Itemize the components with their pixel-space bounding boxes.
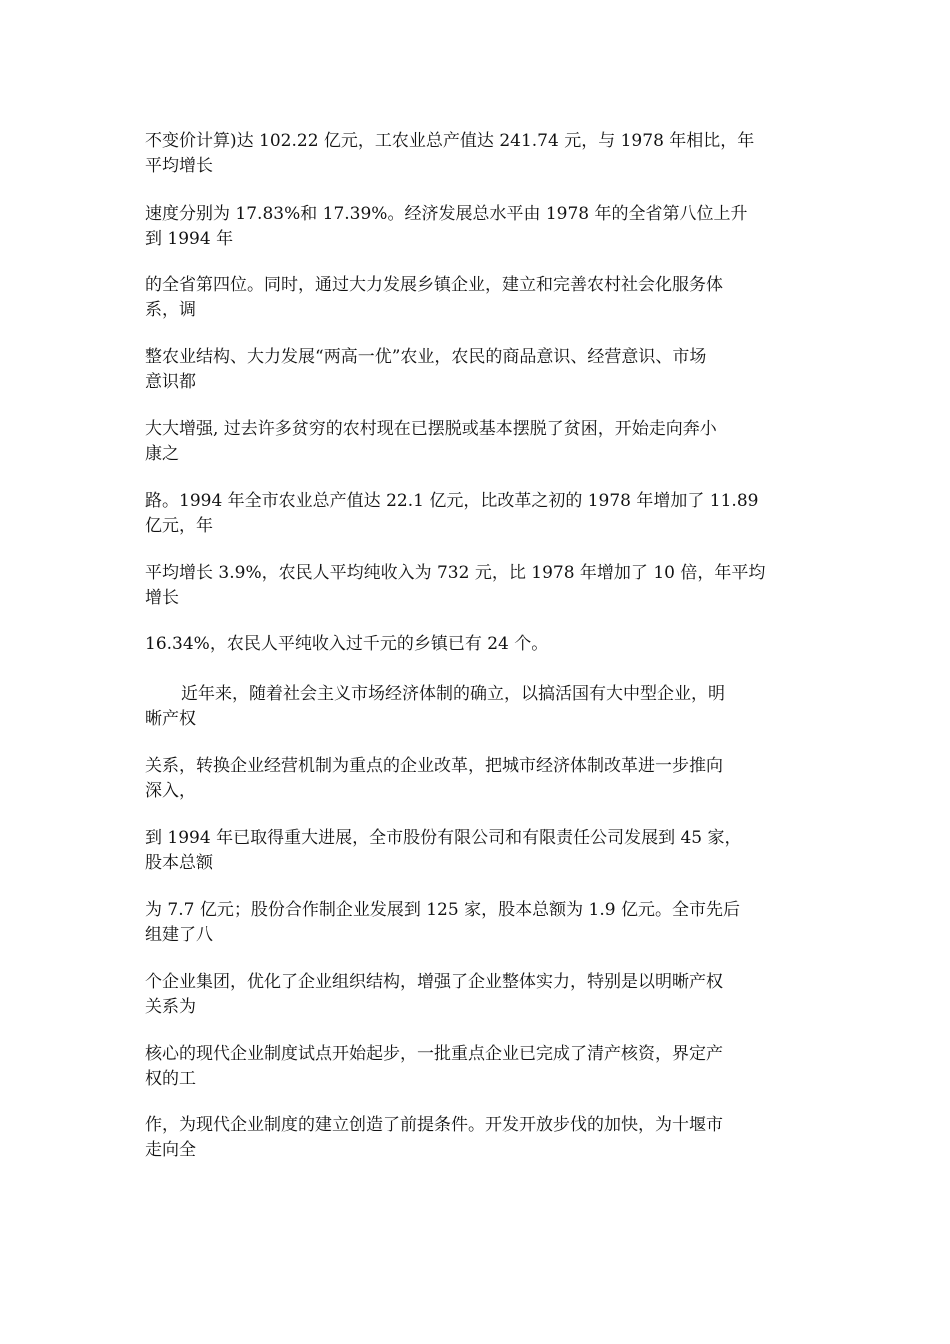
text-block xyxy=(145,1113,810,1163)
text-line: 大大增强, 过去许多贫穷的农村现在已摆脱或基本摆脱了贫困，开始走向奔小 xyxy=(145,419,717,439)
text-line: 不变价计算)达 102.22 亿元，工农业总产值达 241.74 元，与 1978 年相比，年 xyxy=(145,131,755,151)
text-line: 系，调 xyxy=(145,300,196,320)
text-line: 到 1994 年已取得重大进展，全市股份有限公司和有限责任公司发展到 45 家， xyxy=(145,828,742,848)
text-line: 晰产权 xyxy=(145,709,196,729)
text-line: 权的工 xyxy=(145,1069,196,1089)
text-line: 路。1994 年全市农业总产值达 22.1 亿元，比改革之初的 1978 年增加了 11.89 xyxy=(145,491,759,511)
text-block xyxy=(145,489,810,539)
text-block xyxy=(145,561,810,611)
text-line: 整农业结构、大力发展“两高一优”农业，农民的商品意识、经营意识、市场 xyxy=(145,347,707,367)
text-line: 意识都 xyxy=(145,372,196,392)
text-line: 作，为现代企业制度的建立创造了前提条件。开发开放步伐的加快，为十堰市 xyxy=(145,1115,723,1135)
text-block xyxy=(145,632,810,657)
text-line: 16.34%，农民人平纯收入过千元的乡镇已有 24 个。 xyxy=(145,634,549,654)
text-block xyxy=(145,345,810,395)
text-line: 平均增长 3.9%，农民人平均纯收入为 732 元，比 1978 年增加了 10 倍，年平均 xyxy=(145,563,766,583)
text-line: 深入， xyxy=(145,781,196,801)
text-block xyxy=(145,898,810,948)
text-line: 为 7.7 亿元；股份合作制企业发展到 125 家，股本总额为 1.9 亿元。全市先后 xyxy=(145,900,740,920)
text-block xyxy=(145,682,810,732)
text-line: 关系为 xyxy=(145,997,196,1017)
text-block xyxy=(145,202,810,252)
text-line: 速度分别为 17.83%和 17.39%。经济发展总水平由 1978 年的全省第八位上升 xyxy=(145,204,748,224)
text-line: 康之 xyxy=(145,444,179,464)
text-line: 平均增长 xyxy=(145,156,213,176)
text-line: 组建了八 xyxy=(145,925,213,945)
text-block xyxy=(145,417,810,467)
text-line: 核心的现代企业制度试点开始起步，一批重点企业已完成了清产核资，界定产 xyxy=(145,1044,723,1064)
text-line: 增长 xyxy=(145,588,179,608)
text-line: 的全省第四位。同时，通过大力发展乡镇企业，建立和完善农村社会化服务体 xyxy=(145,275,723,295)
text-block xyxy=(145,129,810,179)
text-line: 近年来，随着社会主义市场经济体制的确立，以搞活国有大中型企业，明 xyxy=(181,684,725,704)
text-line: 亿元，年 xyxy=(145,516,213,536)
text-block xyxy=(145,1042,810,1092)
text-line: 走向全 xyxy=(145,1140,196,1160)
text-block xyxy=(145,970,810,1020)
text-line: 关系，转换企业经营机制为重点的企业改革，把城市经济体制改革进一步推向 xyxy=(145,756,723,776)
text-line: 到 1994 年 xyxy=(145,229,234,249)
text-block xyxy=(145,826,810,876)
text-block xyxy=(145,754,810,804)
text-line: 个企业集团，优化了企业组织结构，增强了企业整体实力，特别是以明晰产权 xyxy=(145,972,723,992)
text-line: 股本总额 xyxy=(145,853,213,873)
text-block xyxy=(145,273,810,323)
